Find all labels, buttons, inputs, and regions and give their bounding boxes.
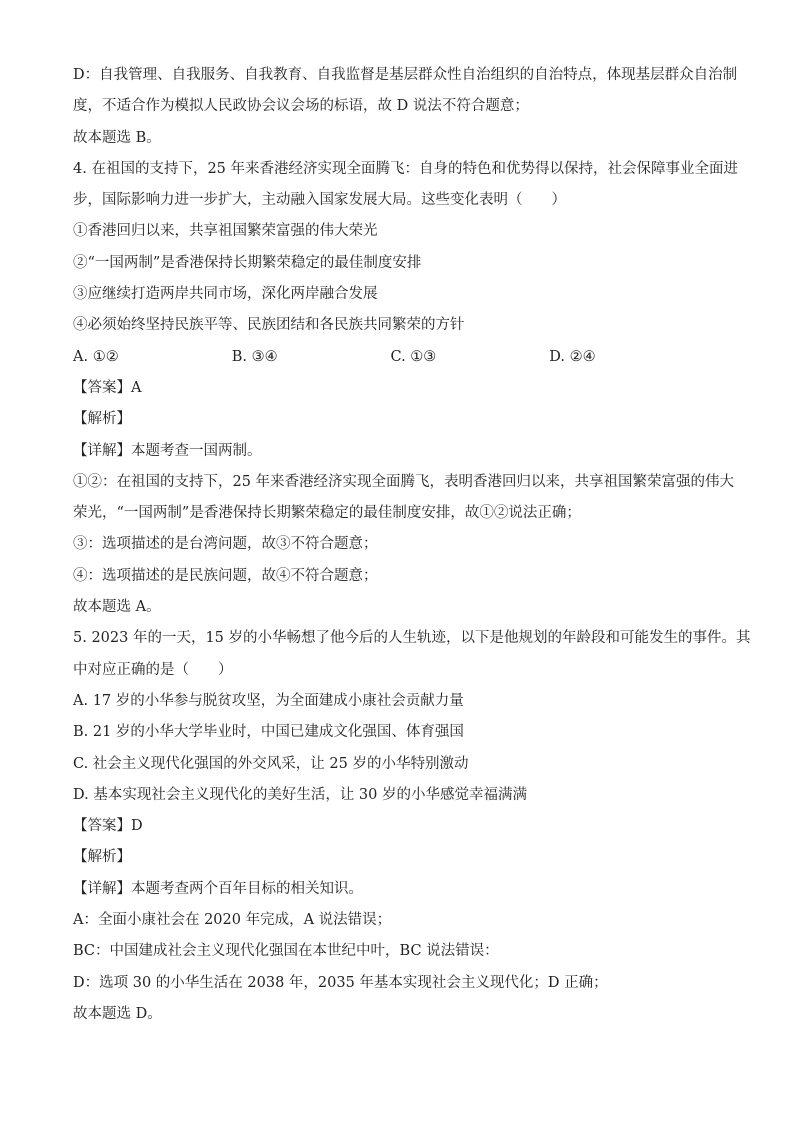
text-line: 度，不适合作为模拟人民政协会议会场的标语，故 D 说法不符合题意； <box>73 98 529 115</box>
statement-item: ④必须始终坚持民族平等、民族团结和各民族共同繁荣的方针 <box>73 317 465 334</box>
detail-line: D：选项 30 的小华生活在 2038 年，2035 年基本实现社会主义现代化；D 正确； <box>73 974 608 991</box>
conclusion-line: 故本题选 B。 <box>73 129 161 146</box>
detail-line: A：全面小康社会在 2020 年完成，A 说法错误； <box>73 912 392 929</box>
detail-line: ④：选项描述的是民族问题，故④不符合题意； <box>73 567 378 584</box>
option-a: A. 17 岁的小华参与脱贫攻坚，为全面建成小康社会贡献力量 <box>73 692 464 709</box>
detail-line: 荣光，“一国两制”是香港保持长期繁荣稳定的最佳制度安排，故①②说法正确； <box>73 505 581 522</box>
statement-item: ①香港回归以来，共享祖国繁荣富强的伟大荣光 <box>73 223 378 240</box>
text-line: D：自我管理、自我服务、自我教育、自我监督是基层群众性自治组织的自治特点，体现基层群众自治制 <box>73 67 738 83</box>
conclusion-line: 故本题选 D。 <box>73 1005 162 1022</box>
option-c: C. 社会主义现代化强国的外交风采，让 25 岁的小华特别激动 <box>73 755 469 772</box>
detail-line: ③：选项描述的是台湾问题，故③不符合题意； <box>73 536 378 553</box>
option-b: B. 21 岁的小华大学毕业时，中国已建成文化强国、体育强国 <box>73 724 464 741</box>
option-b: B. ③④ <box>231 348 278 365</box>
option-d: D. 基本实现社会主义现代化的美好生活，让 30 岁的小华感觉幸福满满 <box>73 786 527 803</box>
question-stem: 4. 在祖国的支持下，25 年来香港经济实现全面腾飞：自身的特色和优势得以保持，社会保障事业全面进 <box>73 160 738 177</box>
question-stem: 中对应正确的是（ ） <box>73 661 233 678</box>
detail-line: 【详解】本题考查两个百年目标的相关知识。 <box>73 880 363 897</box>
previous-question-analysis <box>73 60 738 154</box>
question-stem: 5. 2023 年的一天，15 岁的小华畅想了他今后的人生轨迹，以下是他规划的年龄段和可能发生的事件。其 <box>73 630 751 647</box>
answer-line: 【答案】A <box>73 379 142 396</box>
statement-item: ③应继续打造两岸共同市场，深化两岸融合发展 <box>73 286 378 303</box>
question-stem: 步，国际影响力进一步扩大，主动融入国家发展大局。这些变化表明（ ） <box>73 192 566 209</box>
detail-line: ①②：在祖国的支持下，25 年来香港经济实现全面腾飞，表明香港回归以来，共享祖国繁荣富强的伟大 <box>73 473 735 490</box>
option-d: D. ②④ <box>549 348 596 365</box>
question-4 <box>73 154 738 623</box>
analysis-label: 【解析】 <box>73 849 131 866</box>
option-c: C. ①③ <box>390 348 437 365</box>
answer-line: 【答案】D <box>73 818 143 835</box>
detail-line: BC：中国建成社会主义现代化强国在本世纪中叶，BC 说法错误： <box>73 943 499 960</box>
analysis-label: 【解析】 <box>73 411 131 428</box>
detail-line: 【详解】本题考查一国两制。 <box>73 442 262 459</box>
statement-item: ②“一国两制”是香港保持长期繁荣稳定的最佳制度安排 <box>73 254 422 271</box>
question-5 <box>73 623 751 1030</box>
answer-options <box>73 342 708 373</box>
conclusion-line: 故本题选 A。 <box>73 599 161 616</box>
option-a: A. ①② <box>73 348 119 365</box>
